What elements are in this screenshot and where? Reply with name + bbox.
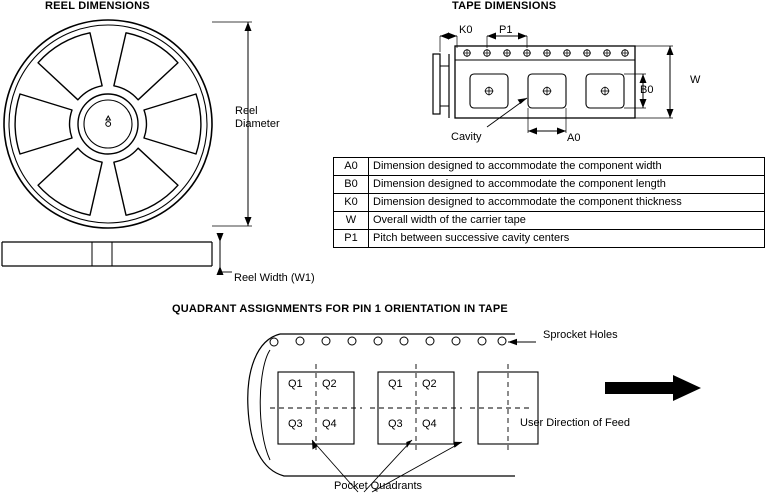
dimension-key: B0 <box>334 176 369 194</box>
dimension-desc: Dimension designed to accommodate the component thickness <box>369 194 765 212</box>
arrow-right-icon <box>605 375 705 401</box>
reel-svg <box>0 14 300 279</box>
feed-direction-arrow <box>605 375 705 401</box>
pocket-2-q2: Q2 <box>422 378 437 390</box>
tape-b0-label: B0 <box>640 84 654 96</box>
dimension-table-wrap <box>333 157 765 248</box>
pocket-2-q3: Q3 <box>388 418 403 430</box>
quadrant-diagram <box>240 320 530 485</box>
reel-width-label: Reel Width (W1) <box>234 272 315 284</box>
tape-a0-label: A0 <box>567 132 581 144</box>
reel-diameter-label-line1: Reel <box>235 105 258 117</box>
table-row <box>334 194 765 212</box>
dimension-key: A0 <box>334 158 369 176</box>
pocket-2-q4: Q4 <box>422 418 437 430</box>
pocket-1-q2: Q2 <box>322 378 337 390</box>
reel-diameter-label-line2: Diameter <box>235 118 280 130</box>
feed-direction-label: User Direction of Feed <box>520 417 631 429</box>
pocket-1-q1: Q1 <box>288 378 303 390</box>
reel-dimensions-title: REEL DIMENSIONS <box>45 0 150 12</box>
dimension-desc: Overall width of the carrier tape <box>369 212 765 230</box>
quadrant-svg <box>240 320 530 485</box>
table-row <box>334 212 765 230</box>
dimension-desc: Dimension designed to accommodate the component width <box>369 158 765 176</box>
dimension-table <box>333 157 765 248</box>
pocket-2-q1: Q1 <box>388 378 403 390</box>
tape-cavity-label: Cavity <box>451 131 482 143</box>
tape-dimensions-title: TAPE DIMENSIONS <box>452 0 557 12</box>
dimension-key: K0 <box>334 194 369 212</box>
pocket-1-q3: Q3 <box>288 418 303 430</box>
pocket-quadrants-label: Pocket Quadrants <box>334 480 423 492</box>
sprocket-holes-label: Sprocket Holes <box>543 329 618 341</box>
tape-p1-label: P1 <box>499 24 513 36</box>
quadrant-title: QUADRANT ASSIGNMENTS FOR PIN 1 ORIENTATION IN TAPE <box>172 303 508 315</box>
tape-w-label: W <box>690 74 701 86</box>
dimension-desc: Pitch between successive cavity centers <box>369 230 765 248</box>
reel-diameter-label <box>235 105 280 131</box>
dimension-key: W <box>334 212 369 230</box>
table-row <box>334 158 765 176</box>
table-row <box>334 176 765 194</box>
dimension-key: P1 <box>334 230 369 248</box>
tape-k0-label: K0 <box>459 24 473 36</box>
table-row <box>334 230 765 248</box>
dimension-desc: Dimension designed to accommodate the component length <box>369 176 765 194</box>
reel-diagram <box>0 14 300 279</box>
pocket-1-q4: Q4 <box>322 418 337 430</box>
dimension-table-body <box>334 158 765 248</box>
